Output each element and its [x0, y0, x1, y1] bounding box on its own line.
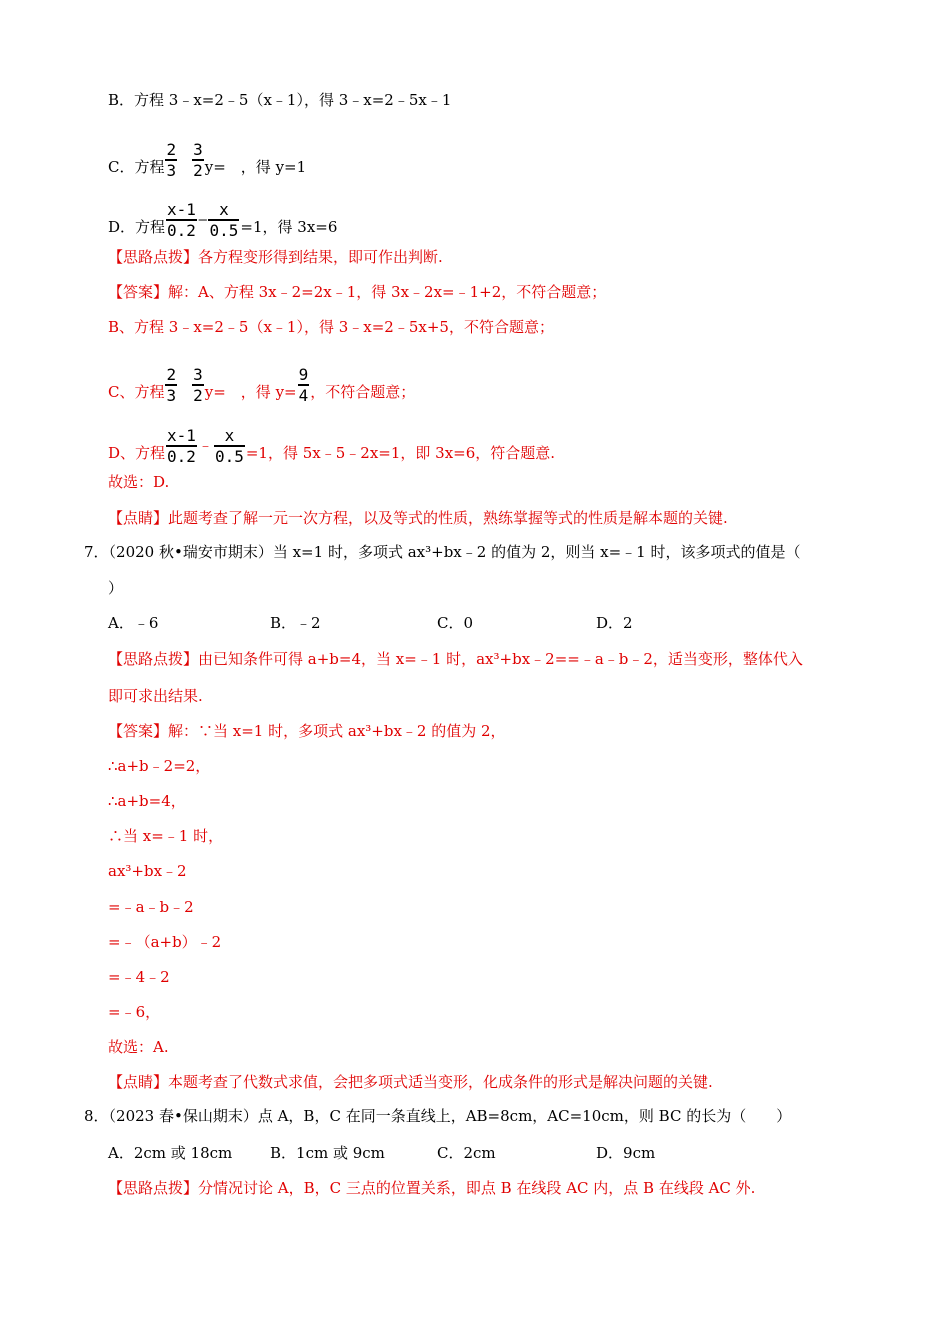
q7-step: =﹣a﹣b﹣2: [108, 898, 194, 916]
fraction-3-2: $\frac{3}{2}$: [193, 140, 203, 180]
q6-option-c-suffix: y= ，得 y=1: [204, 158, 307, 176]
q7-choice: 故选：A.: [108, 1038, 169, 1056]
fraction-x-0.5: $\frac{x}{0.5}$: [214, 426, 244, 466]
q7-option-b: B．﹣2: [270, 614, 321, 632]
fraction-2-3: $\frac{2}{3}$: [166, 140, 177, 180]
q7-answer: 【答案】解：∵当 x=1 时，多项式 ax³+bx﹣2 的值为 2，: [108, 722, 506, 740]
q7-option-d: D．2: [596, 614, 633, 632]
q7-comment: 【点睛】本题考查了代数式求值，会把多项式适当变形，化成条件的形式是解决问题的关键.: [108, 1073, 713, 1091]
q7-step: =﹣（a+b）﹣2: [108, 933, 222, 951]
q7-step: =﹣6，: [108, 1003, 161, 1021]
q6-choice: 故选：D.: [108, 473, 170, 491]
fraction-3-2: $\frac{3}{2}$: [193, 365, 203, 405]
q7-step: ∴当 x=﹣1 时，: [108, 827, 224, 845]
q7-option-a: A．﹣6: [108, 614, 159, 632]
q6-answer-c-mid: y= ，得 y=: [204, 383, 297, 401]
q7-hint-cont: 即可求出结果.: [108, 687, 203, 705]
q6-hint: 【思路点拨】各方程变形得到结果，即可作出判断.: [108, 248, 443, 266]
q7-step: ∴a+b﹣2=2，: [108, 757, 211, 775]
q7-hint: 【思路点拨】由已知条件可得 a+b=4，当 x=﹣1 时，ax³+bx﹣2==﹣a﹣b﹣2，适当变形，整体代入: [108, 650, 803, 668]
q7-step: ∴a+b=4，: [108, 792, 186, 810]
q8-option-b: B．1cm 或 9cm: [270, 1144, 385, 1162]
fraction-2-3: $\frac{2}{3}$: [166, 365, 177, 405]
q8-hint: 【思路点拨】分情况讨论 A，B，C 三点的位置关系，即点 B 在线段 AC 内，点 B 在线段 AC 外.: [108, 1179, 756, 1197]
q7-stem-close: ）: [108, 579, 124, 597]
q6-answer-c-suffix: ，不符合题意；: [310, 383, 416, 401]
q6-option-c: [108, 140, 307, 188]
q7-option-c: C．0: [437, 614, 474, 632]
q7-stem: 7．（2020 秋•瑞安市期末）当 x=1 时，多项式 ax³+bx﹣2 的值为 2，则当 x=﹣1 时，该多项式的值是（: [84, 543, 801, 561]
q8-option-c: C．2cm: [437, 1144, 496, 1162]
fraction-x-1-0.2: $\frac{x-1}{0.2}$: [167, 426, 196, 466]
q6-answer-b: B、方程 3﹣x=2﹣5（x﹣1），得 3﹣x=2﹣5x+5，不符合题意；: [108, 318, 554, 336]
q6-answer-d-prefix: D、方程: [108, 444, 166, 462]
q6-answer-c: [108, 365, 416, 413]
q6-option-b: B．方程 3﹣x=2﹣5（x﹣1），得 3﹣x=2﹣5x﹣1: [108, 91, 452, 109]
q6-answer-d-suffix: =1，得 5x﹣5﹣2x=1，即 3x=6，符合题意.: [245, 444, 556, 462]
q8-option-d: D．9cm: [596, 1144, 656, 1162]
fraction-9-4: $\frac{9}{4}$: [298, 365, 309, 405]
q6-answer-a: 【答案】解：A、方程 3x﹣2=2x﹣1，得 3x﹣2x=﹣1+2，不符合题意；: [108, 283, 607, 301]
q6-answer-d: D、方程 $\frac{x-1}{0.2}$ ﹣ $\frac{x}{0.5}$ =1，得 5x﹣5﹣2x=1，即 3x=6，符合题意.: [108, 426, 556, 466]
q7-step: ax³+bx﹣2: [108, 862, 187, 880]
q8-stem: 8．（2023 春•保山期末）点 A，B，C 在同一条直线上，AB=8cm，AC=10cm，则 BC 的长为（ ）: [84, 1107, 792, 1125]
q8-option-a: A．2cm 或 18cm: [108, 1144, 233, 1162]
q6-option-d-suffix: =1，得 3x=6: [240, 218, 338, 236]
q6-comment: 【点睛】此题考查了解一元一次方程，以及等式的性质，熟练掌握等式的性质是解本题的关键.: [108, 509, 728, 527]
fraction-x-0.5: $\frac{x}{0.5}$: [209, 200, 239, 240]
q6-option-d-prefix: D．方程: [108, 218, 166, 236]
q6-option-d: D．方程 $\frac{x-1}{0.2}$ ‒ $\frac{x}{0.5}$ =1，得 3x=6: [108, 200, 338, 240]
q6-answer-c-prefix: C、方程: [108, 383, 165, 401]
q6-option-c-prefix: C．方程: [108, 158, 165, 176]
fraction-x-1-0.2: $\frac{x-1}{0.2}$: [167, 200, 196, 240]
q7-step: =﹣4﹣2: [108, 968, 170, 986]
